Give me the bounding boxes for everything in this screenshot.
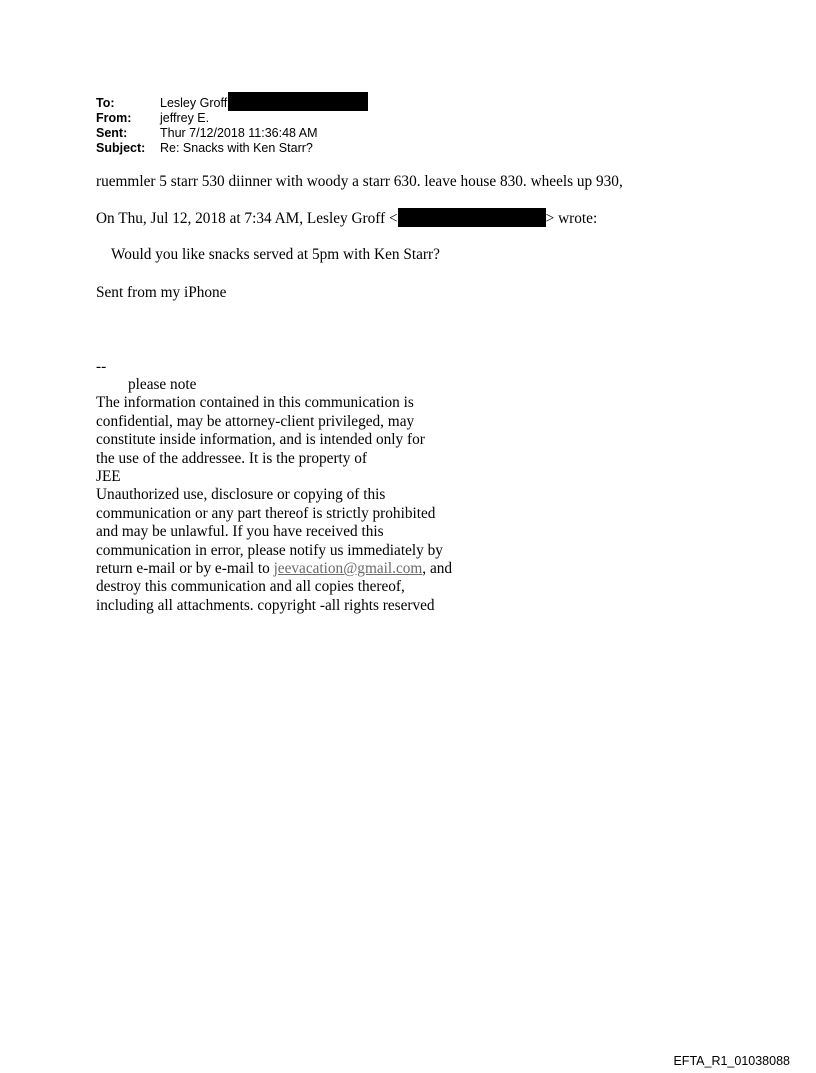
subject-value: Re: Snacks with Ken Starr? [160, 141, 313, 155]
to-row [96, 96, 368, 111]
disclaimer-line: confidential, may be attorney-client privileged, may [96, 412, 415, 430]
email-headers [96, 96, 368, 156]
email-link[interactable]: jeevacation@gmail.com [273, 560, 423, 578]
disclaimer-line: JEE [96, 468, 121, 486]
disclaimer-line: the use of the addressee. It is the property of [96, 449, 368, 467]
sent-value: Thur 7/12/2018 11:36:48 AM [160, 126, 318, 140]
disclaimer-line: destroy this communication and all copies thereof, [96, 578, 405, 596]
subject-label: Subject: [96, 141, 146, 155]
quote-header [96, 210, 597, 229]
return-line-start: return e-mail or by e-mail to [96, 560, 274, 578]
signature: Sent from my iPhone [96, 284, 227, 301]
redaction-box [398, 208, 546, 227]
disclaimer-line: The information contained in this communication is [96, 394, 414, 412]
disclaimer-line: communication in error, please notify us immediately by [96, 541, 443, 559]
from-label: From: [96, 111, 132, 125]
disclaimer-line: Unauthorized use, disclosure or copying of this [96, 486, 386, 504]
disclaimer-return-line [96, 560, 452, 578]
disclaimer-line: communication or any part thereof is strictly prohibited [96, 504, 436, 522]
redaction-box [228, 92, 368, 111]
disclaimer-line: constitute inside information, and is intended only for [96, 431, 425, 449]
message-body: ruemmler 5 starr 530 diinner with woody a starr 630. leave house 830. wheels up 930, [96, 173, 623, 190]
return-line-end: , and [422, 560, 453, 578]
to-name: Lesley Groff [160, 95, 228, 110]
signature-separator: -- [96, 358, 107, 375]
document-id: EFTA_R1_01038088 [673, 1054, 790, 1068]
from-row [96, 111, 368, 126]
quote-header-end: > wrote: [545, 210, 598, 228]
to-label: To: [96, 96, 115, 110]
subject-row [96, 141, 368, 156]
disclaimer-note: please note [128, 376, 197, 393]
quoted-message: Would you like snacks served at 5pm with Ken Starr? [111, 246, 440, 263]
sent-row [96, 126, 368, 141]
disclaimer-line: and may be unlawful. If you have received this [96, 523, 384, 541]
from-value: jeffrey E. [160, 111, 210, 125]
confidentiality-disclaimer [96, 376, 452, 615]
sent-label: Sent: [96, 126, 128, 140]
disclaimer-line: including all attachments. copyright -all rights reserved [96, 596, 435, 614]
quote-header-start: On Thu, Jul 12, 2018 at 7:34 AM, Lesley Groff < [96, 210, 398, 228]
